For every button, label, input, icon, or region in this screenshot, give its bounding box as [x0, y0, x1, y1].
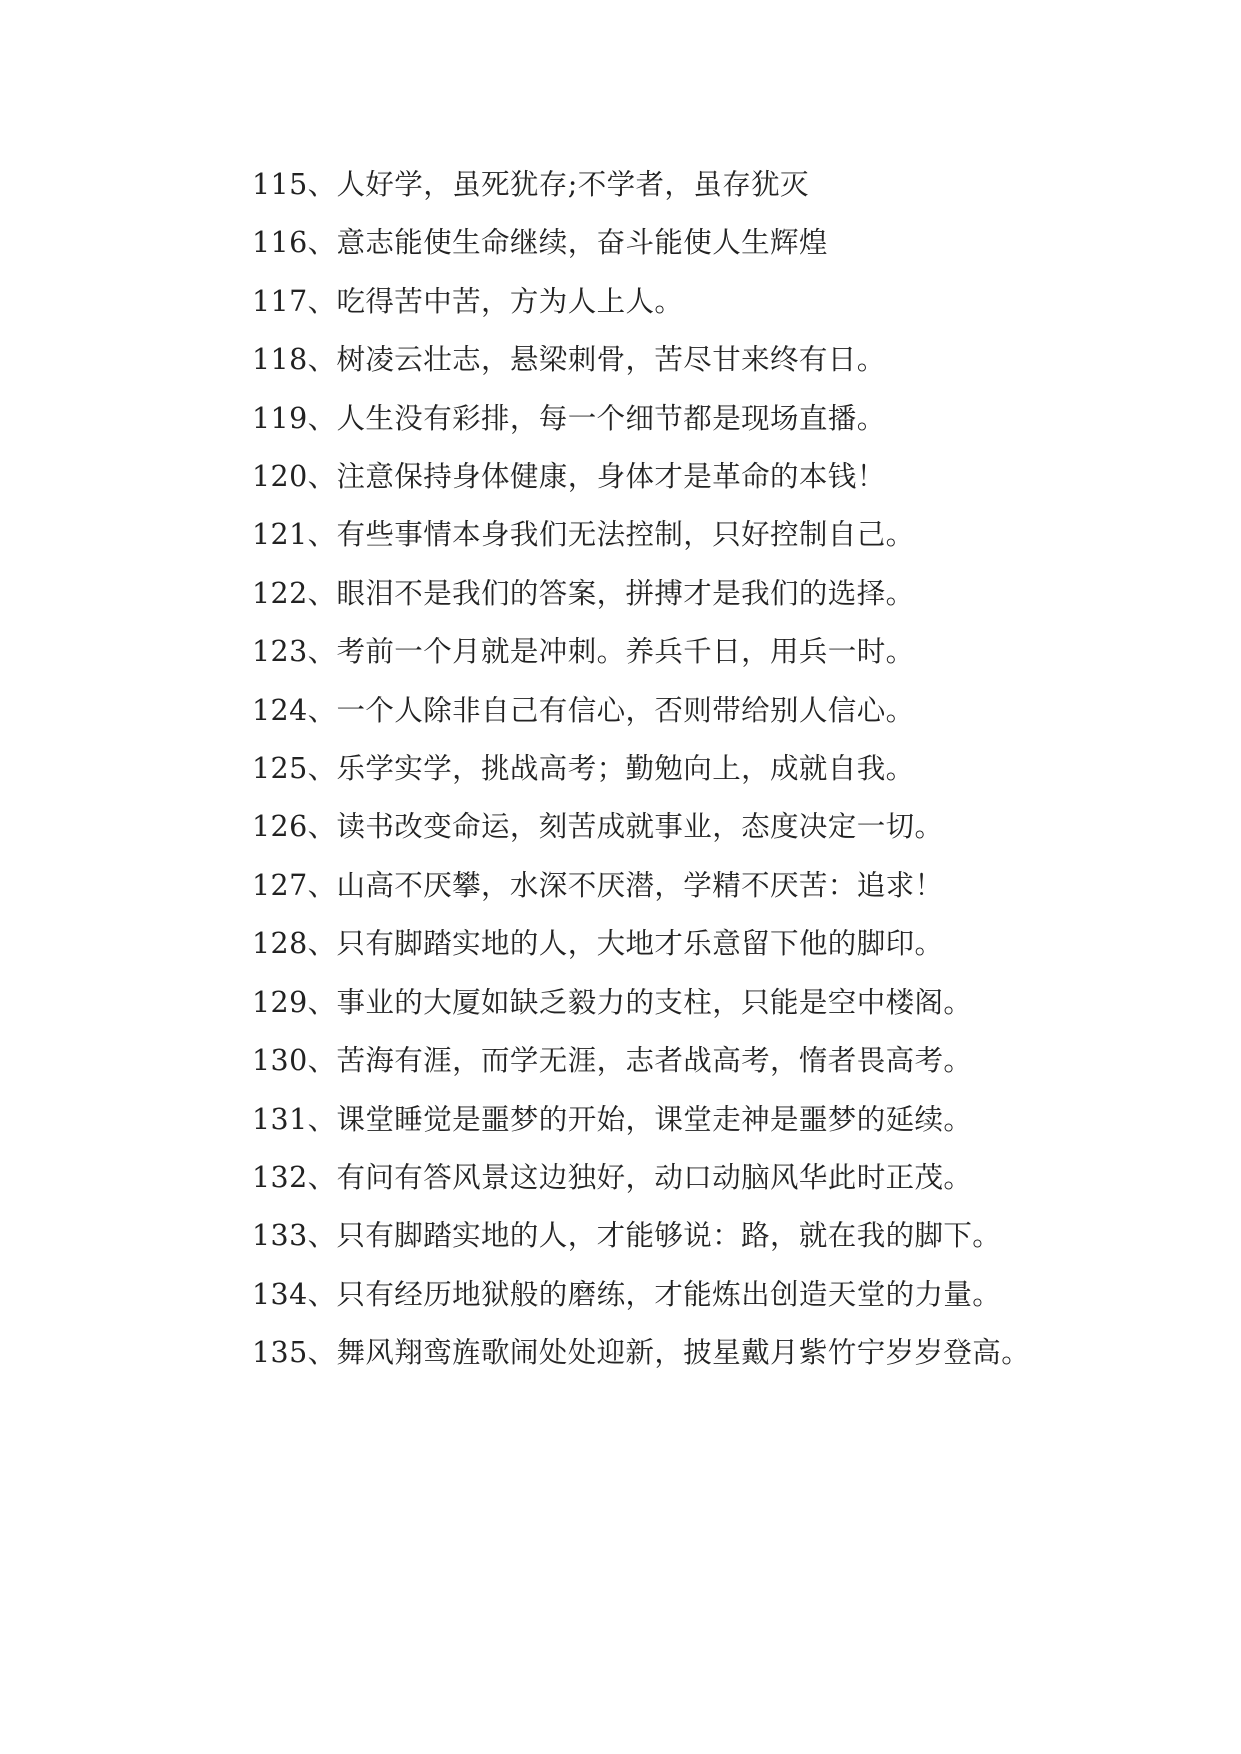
paragraph-123: 123、考前一个月就是冲刺。养兵千日，用兵一时。 [252, 635, 915, 669]
paragraph-127: 127、山高不厌攀，水深不厌潜，学精不厌苦：追求！ [252, 868, 944, 902]
paragraph-129: 129、事业的大厦如缺乏毅力的支柱，只能是空中楼阁。 [252, 985, 973, 1019]
document-body [190, 156, 1070, 1383]
paragraph-131: 131、课堂睡觉是噩梦的开始，课堂走神是噩梦的延续。 [252, 1102, 973, 1136]
paragraph-126: 126、读书改变命运，刻苦成就事业，态度决定一切。 [252, 810, 944, 844]
paragraph-117: 117、吃得苦中苦，方为人上人。 [252, 284, 684, 318]
paragraph-118: 118、树凌云壮志，悬梁刺骨，苦尽甘来终有日。 [252, 343, 886, 377]
paragraph-121: 121、有些事情本身我们无法控制，只好控制自己。 [252, 518, 915, 552]
paragraph-130: 130、苦海有涯，而学无涯，志者战高考，惰者畏高考。 [252, 1044, 973, 1078]
paragraph-135: 135、舞风翔鸾旌歌闹处处迎新，披星戴月紫竹宁岁岁登高。 [252, 1336, 1031, 1370]
paragraph-128: 128、只有脚踏实地的人，大地才乐意留下他的脚印。 [252, 927, 944, 961]
paragraph-115: 115、人好学，虽死犹存;不学者，虽存犹灭 [252, 168, 809, 201]
paragraph-116: 116、意志能使生命继续，奋斗能使人生辉煌 [252, 226, 828, 260]
paragraph-122: 122、眼泪不是我们的答案，拼搏才是我们的选择。 [252, 576, 915, 610]
paragraph-120: 120、注意保持身体健康，身体才是革命的本钱！ [252, 460, 886, 494]
paragraph-119: 119、人生没有彩排，每一个细节都是现场直播。 [252, 401, 886, 435]
paragraph-124: 124、一个人除非自己有信心，否则带给别人信心。 [252, 693, 915, 727]
paragraph-132: 132、有问有答风景这边独好，动口动脑风华此时正茂。 [252, 1160, 973, 1194]
paragraph-134: 134、只有经历地狱般的磨练，才能炼出创造天堂的力量。 [252, 1277, 1002, 1311]
paragraph-125: 125、乐学实学，挑战高考；勤勉向上，成就自我。 [252, 752, 915, 786]
paragraph-133: 133、只有脚踏实地的人，才能够说：路，就在我的脚下。 [252, 1219, 1002, 1253]
